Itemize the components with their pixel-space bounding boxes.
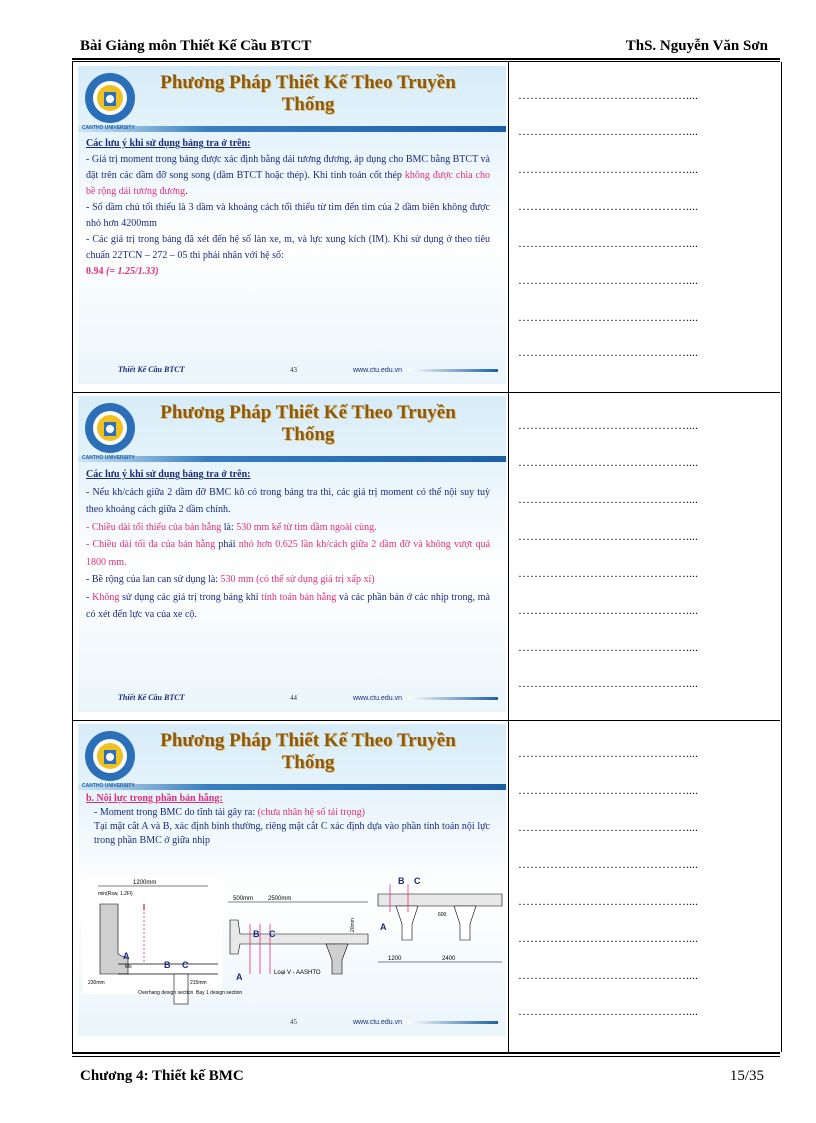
slide-45	[78, 724, 506, 1036]
slide-number: 45	[290, 1018, 297, 1026]
label-C: C	[182, 960, 189, 970]
paragraph: - Chiều dài tối thiểu của bản hẫng là: 530 mm kể từ tim dầm ngoài cùng.	[86, 521, 377, 533]
note-line: ……………………………………....	[518, 273, 698, 287]
slide-number: 44	[290, 694, 297, 702]
note-line: ……………………………………....	[518, 783, 698, 797]
dim-label: 230mm	[88, 980, 105, 986]
slide-url: www.ctu.edu.vn	[353, 695, 403, 702]
note-line: ……………………………………....	[518, 310, 698, 324]
slide-heading: b. Nội lực trong phần bản hẫng:	[86, 793, 223, 804]
paragraph: - Giá trị moment trong bảng được xác định bằng dải tương đương, áp dụng cho BMC bằng BTCT và đặt trên các dầm đỡ song song (dầm BTCT hoặc thép). Khi tính toán cốt thép không được chia cho bề rộng dải tương đương.	[86, 154, 490, 197]
slide-footer-label: Thiết Kế Cầu BTCT	[118, 693, 185, 702]
cantho-university-logo	[84, 72, 136, 124]
paragraph: Tại mặt cắt A và B, xác định bình thường, riêng mặt cắt C xác định dựa vào phần tính toán nội lực trong phần BMC ở giữa nhịp	[94, 821, 490, 846]
slide-url: www.ctu.edu.vn	[353, 367, 403, 374]
slide-url: www.ctu.edu.vn	[353, 1019, 403, 1026]
paragraph: - Nếu kh/cách giữa 2 dầm đỡ BMC kô có trong bảng tra thì, các giá trị moment có thể nội suy tuỳ theo khoảng cách giữa 2 dầm chính.	[86, 486, 490, 515]
header-rule	[72, 58, 780, 60]
paragraph: - Chiều dài tối đa của bản hẫng phải nhỏ hơn 0.625 lần kh/cách giữa 2 dầm đỡ và không vượt quá 1800 mm.	[86, 539, 491, 568]
dim-label: 1200mm	[133, 880, 157, 886]
note-line: ……………………………………....	[518, 492, 698, 506]
note-line: ……………………………………....	[518, 345, 698, 359]
note-line: ……………………………………....	[518, 124, 698, 138]
note-line: ……………………………………....	[518, 676, 698, 690]
note-line: ……………………………………....	[518, 603, 698, 617]
note-line: ……………………………………....	[518, 1004, 698, 1018]
note-line: ……………………………………....	[518, 857, 698, 871]
dim-label: 1200	[388, 956, 402, 962]
paragraph: 0.94 (= 1.25/1.33)	[86, 266, 159, 277]
cantho-university-logo	[84, 730, 136, 782]
title-band	[78, 784, 506, 790]
paragraph: - Moment trong BMC do tĩnh tải gây ra: (chưa nhân hệ số tải trọng)	[94, 807, 365, 818]
slide-body	[86, 466, 490, 624]
caption: Overhang design section	[138, 990, 194, 996]
label-A: A	[380, 922, 387, 932]
label-C: C	[269, 929, 276, 939]
slide-number: 43	[290, 366, 297, 374]
band-label: CANTHO UNIVERSITY	[82, 783, 135, 789]
slide-title: Phương Pháp Thiết Kế Theo Truyền Thống	[160, 402, 456, 445]
paragraph: - Số dầm chủ tối thiểu là 3 dầm và khoảng cách tối thiểu từ tim đến tim của 2 dầm biên không được nhỏ hơn 4200mm	[86, 202, 490, 229]
footer-page-number: 15/35	[729, 1068, 764, 1084]
header-course-title: Bài Giảng môn Thiết Kế Cầu BTCT	[80, 38, 312, 54]
note-line: ……………………………………....	[518, 199, 698, 213]
url-bar	[408, 1021, 498, 1024]
dim-label: 600	[438, 912, 447, 918]
url-bar	[408, 697, 498, 700]
paragraph: - Bề rộng của lan can sử dụng là: 530 mm (có thể sử dụng giá trị xấp xỉ)	[86, 574, 375, 585]
caption: Bay 1 design section	[196, 990, 243, 996]
slide-body	[86, 136, 490, 280]
band-label: CANTHO UNIVERSITY	[82, 455, 135, 461]
slide-44	[78, 396, 506, 712]
dim-label: 2400	[442, 956, 456, 962]
label-ms: Ms	[125, 964, 132, 970]
dim-label: 500mm	[233, 896, 254, 902]
label-A: A	[236, 972, 243, 982]
dim-label: 215mm	[190, 980, 207, 986]
label-C: C	[414, 876, 421, 886]
note-line: ……………………………………....	[518, 418, 698, 432]
label-B: B	[398, 876, 405, 886]
note-line: ……………………………………....	[518, 88, 698, 102]
cantho-university-logo	[84, 402, 136, 454]
slide-43	[78, 66, 506, 384]
slide-heading: Các lưu ý khi sử dụng bảng tra ở trên:	[86, 469, 251, 480]
note-line: ……………………………………....	[518, 236, 698, 250]
note-line: ……………………………………....	[518, 894, 698, 908]
slide-footer-label: Thiết Kế Cầu BTCT	[118, 365, 185, 374]
url-bar	[408, 369, 498, 372]
dim-label: 20mm	[350, 918, 356, 932]
label-B: B	[164, 960, 171, 970]
note-line: ……………………………………....	[518, 931, 698, 945]
footer-rule-thin	[72, 1056, 780, 1057]
header-author: ThS. Nguyễn Văn Sơn	[625, 38, 768, 54]
note-line: ……………………………………....	[518, 566, 698, 580]
footer-rule	[72, 1052, 780, 1054]
paragraph: - Các giá trị trong bảng đã xét đến hệ số làn xe, m, và lực xung kích (IM). Khi sử dụng ở theo tiêu chuẩn 22TCN – 272 – 05 thì phải nhân với hệ số:	[86, 234, 490, 261]
overhang-diagram	[78, 864, 506, 1014]
slide-heading: Các lưu ý khi sử dụng bảng tra ở trên:	[86, 138, 251, 149]
note-line: ……………………………………....	[518, 820, 698, 834]
grid-row-divider-1	[72, 392, 780, 393]
slide-body	[86, 792, 490, 848]
dim-label: 2500mm	[268, 896, 292, 902]
dim-label: min(Rsw, 1.2Fl)	[98, 891, 133, 897]
grid-row-divider-2	[72, 720, 780, 721]
paragraph: - Không sử dụng các giá trị trong bảng khi tính toán bản hẫng và các phần bản ở các nhịp trong, mà có xét đến lực va của xe cộ.	[86, 591, 490, 620]
title-band	[78, 456, 506, 462]
slide-title: Phương Pháp Thiết Kế Theo Truyền Thống	[160, 730, 456, 773]
note-line: ……………………………………....	[518, 162, 698, 176]
note-line: ……………………………………....	[518, 455, 698, 469]
footer-chapter: Chương 4: Thiết kế BMC	[80, 1068, 244, 1084]
title-band	[78, 126, 506, 132]
label-B: B	[253, 929, 260, 939]
label-A: A	[123, 951, 130, 961]
girder-label: Loại V - AASHTO	[274, 970, 321, 976]
note-line: ……………………………………....	[518, 746, 698, 760]
note-line: ……………………………………....	[518, 529, 698, 543]
note-line: ……………………………………....	[518, 640, 698, 654]
band-label: CANTHO UNIVERSITY	[82, 125, 135, 131]
grid-divider	[508, 62, 509, 1052]
note-line: ……………………………………....	[518, 968, 698, 982]
slide-title: Phương Pháp Thiết Kế Theo Truyền Thống	[160, 72, 456, 115]
